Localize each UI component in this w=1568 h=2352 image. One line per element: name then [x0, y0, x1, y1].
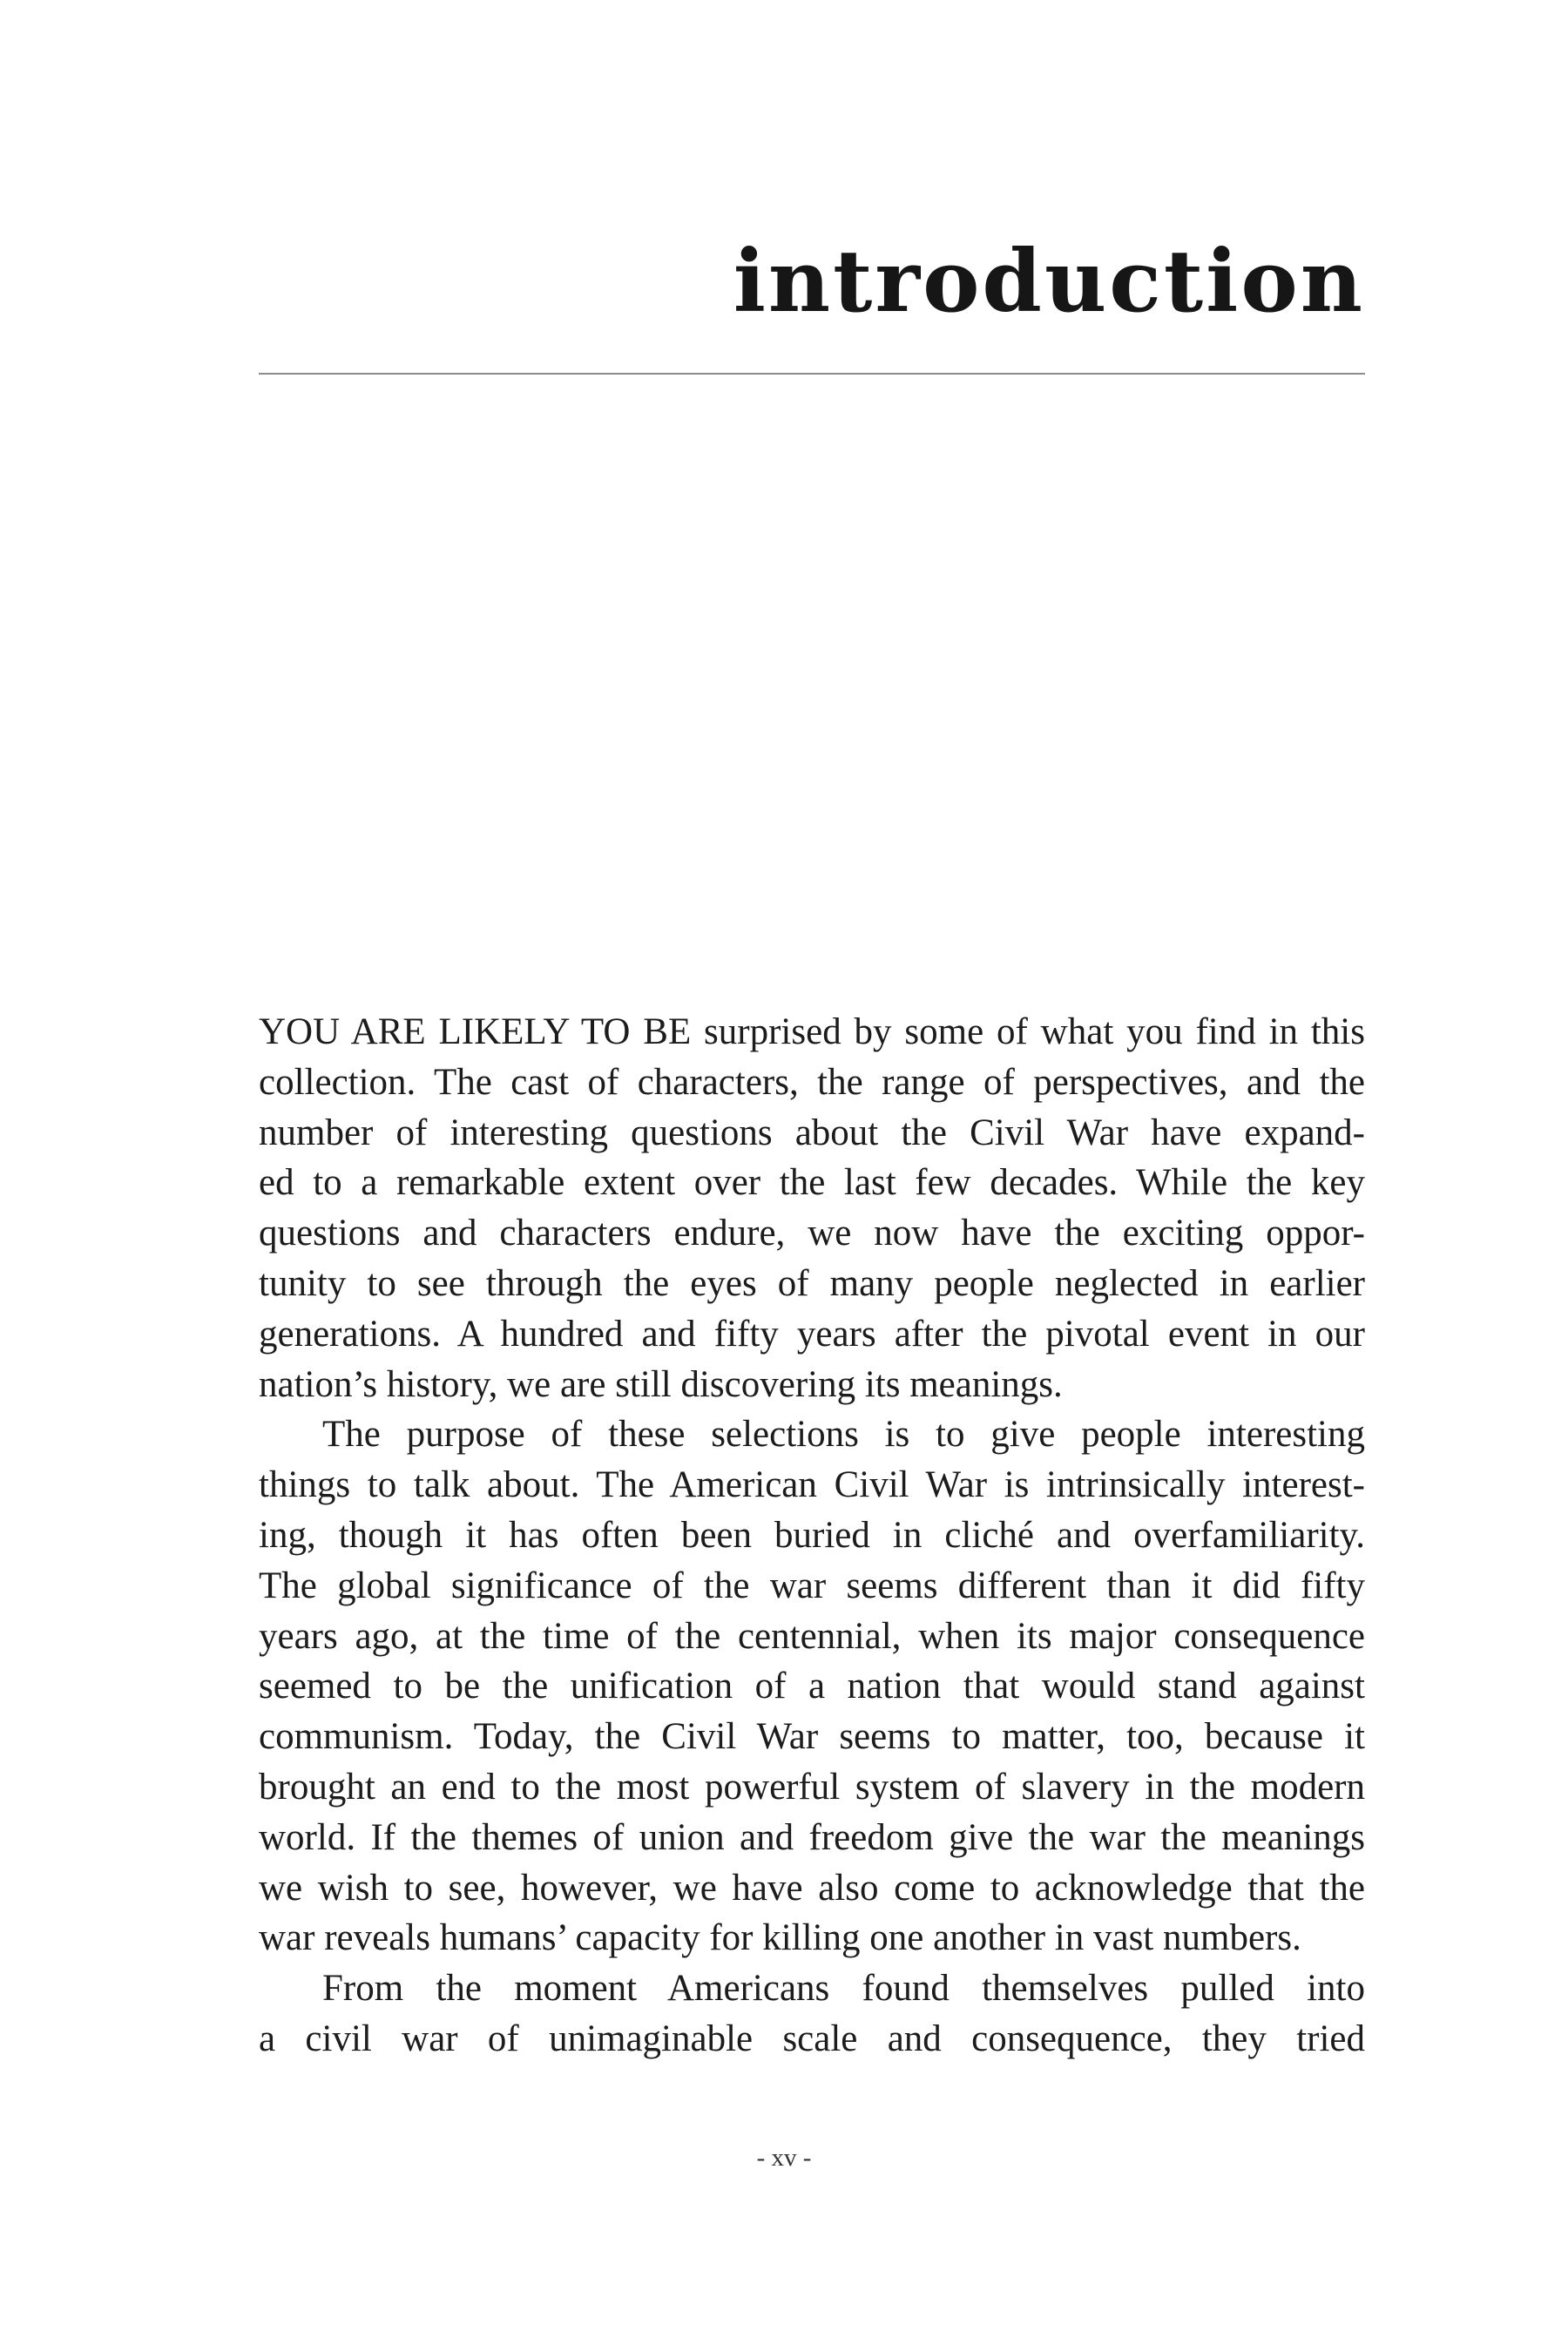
body-text: [259, 1007, 1365, 2065]
text-line: seemed to be the unification of a nation that would stand against: [259, 1666, 1365, 1707]
text-line: world. If the themes of union and freedom give the war the meanings: [259, 1816, 1365, 1858]
text-line: ing, though it has often been buried in cliché and overfamiliarity.: [259, 1514, 1365, 1556]
page-title: introduction: [733, 232, 1365, 332]
text-line: The global significance of the war seems different than it did fifty: [259, 1565, 1365, 1606]
text-line: things to talk about. The American Civil War is intrinsically interest-: [259, 1464, 1365, 1506]
page-number: - xv -: [756, 2144, 812, 2172]
text-line: years ago, at the time of the centennial, when its major consequence: [259, 1615, 1365, 1657]
text-line: From the moment Americans found themselves pulled into: [322, 1968, 1365, 2010]
title-rule: [259, 373, 1365, 375]
text-line: number of interesting questions about the Civil War have expand-: [259, 1112, 1365, 1153]
text-line: ed to a remarkable extent over the last few decades. While the key: [259, 1162, 1365, 1204]
text-line: YOU ARE LIKELY TO BE surprised by some of what you find in this: [259, 1011, 1365, 1052]
text-line: tunity to see through the eyes of many people neglected in earlier: [259, 1262, 1365, 1304]
text-line: communism. Today, the Civil War seems to matter, too, because it: [259, 1716, 1365, 1758]
text-line: war reveals humans’ capacity for killing one another in vast numbers.: [259, 1917, 1301, 1959]
text-line: nation’s history, we are still discovering its meanings.: [259, 1363, 1063, 1405]
text-line: a civil war of unimaginable scale and consequence, they tried: [259, 2017, 1365, 2059]
text-line: The purpose of these selections is to give people interesting: [322, 1414, 1365, 1456]
text-line: brought an end to the most powerful system of slavery in the modern: [259, 1766, 1365, 1808]
text-line: questions and characters endure, we now have the exciting oppor-: [259, 1213, 1365, 1254]
text-line: generations. A hundred and fifty years after the pivotal event in our: [259, 1313, 1365, 1355]
text-line: collection. The cast of characters, the range of perspectives, and the: [259, 1061, 1365, 1103]
text-line: we wish to see, however, we have also come to acknowledge that the: [259, 1867, 1365, 1909]
